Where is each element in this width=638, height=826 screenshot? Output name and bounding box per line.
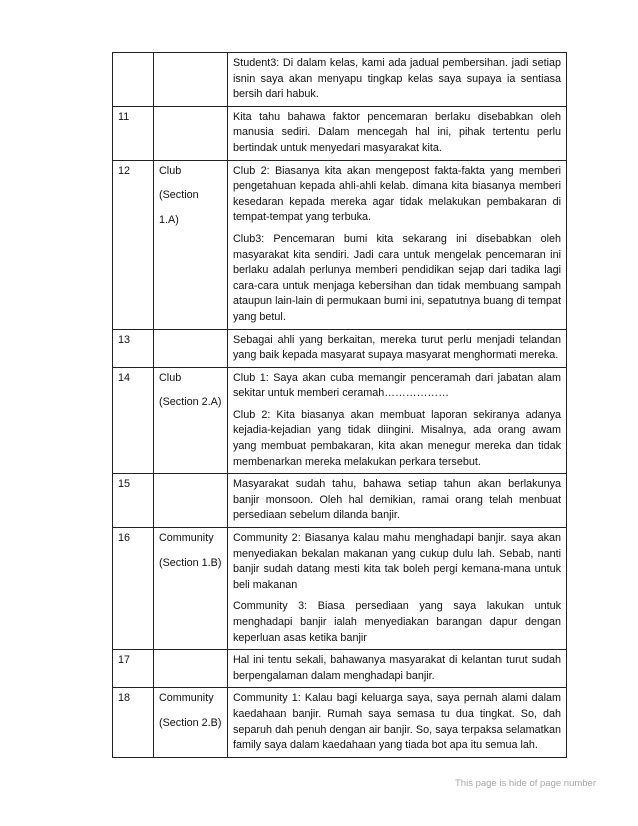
row-number-cell: 16 xyxy=(113,528,154,650)
table-row xyxy=(113,160,567,329)
section-cell xyxy=(154,688,228,757)
transcript-text-cell xyxy=(228,160,567,329)
table-row xyxy=(113,474,567,528)
section-cell xyxy=(154,474,228,528)
section-label-line: (Section 1.B) xyxy=(159,556,222,569)
table-row xyxy=(113,367,567,474)
section-cell xyxy=(154,329,228,367)
transcript-text-cell xyxy=(228,106,567,160)
transcript-paragraph: Hal ini tentu sekali, bahawanya masyarakat di kelantan turut sudah berpengalaman dalam menghadapi banjir. xyxy=(233,654,561,682)
row-number-cell: 11 xyxy=(113,106,154,160)
transcript-text-cell xyxy=(228,329,567,367)
section-label-line: Community xyxy=(159,692,214,705)
transcript-paragraph: Club3: Pencemaran bumi kita sekarang ini disebabkan oleh masyarakat kita sendiri. Jadi cara untuk mengelak pencemaran ini berlaku adalah perlunya memberi pendidikan sejap dari tadika lagi cara-cara untuk menjaga kebersihan dan tidak membuang sampah ataupun lain-lain di permukaan bumi ini, sepatutnya buang di tempat yang betul. xyxy=(233,232,561,323)
section-label-line: Club xyxy=(159,164,182,177)
row-number-cell: 17 xyxy=(113,650,154,688)
table-row xyxy=(113,106,567,160)
section-cell xyxy=(154,53,228,107)
row-number-cell xyxy=(113,53,154,107)
transcript-table-body xyxy=(113,53,567,758)
transcript-paragraph: Community 1: Kalau bagi keluarga saya, saya pernah alami dalam kaedahaan banjir. Rumah saya semasa tu dua tingkat. So, dah separuh dah penuh dengan air banjir. So, saya terpaksa selamatkan family saya dalam kaedahaan yang tiada bot apa itu semua lah. xyxy=(233,692,561,752)
table-row xyxy=(113,528,567,650)
transcript-table xyxy=(112,52,567,758)
transcript-paragraph: Club 2: Biasanya kita akan mengepost fakta-fakta yang memberi pengetahuan kepada ahli-ahli kelab. dimana kita biasanya memberi kesedaran kepada mereka agar tidak melakukan pembakaran di tempat-tempat yang terbuka. xyxy=(233,164,561,224)
transcript-paragraph: Club 1: Saya akan cuba memangir penceramah dari jabatan alam sekitar untuk memberi ceramah……………… xyxy=(233,371,561,400)
transcript-paragraph: Club 2: Kita biasanya akan membuat laporan sekiranya adanya kejadia-kejadian yang tidak diingini. Misalnya, ada orang awam yang membuat pembakaran, kita akan menegur mereka dan tidak membenarkan mereka melakukan perkara tersebut. xyxy=(233,408,561,468)
transcript-paragraph: Sebagai ahli yang berkaitan, mereka turut perlu menjadi telandan yang baik kepada masyarat supaya masyarat menghormati mereka. xyxy=(233,333,561,362)
transcript-paragraph: Student3: Di dalam kelas, kami ada jadual pembersihan. jadi setiap isnin saya akan menyapu tingkap kelas saya supaya ia sentiasa bersih dari habuk. xyxy=(233,57,561,101)
row-number-cell: 14 xyxy=(113,367,154,474)
section-label-line: Club xyxy=(159,371,182,384)
table-row xyxy=(113,329,567,367)
section-cell xyxy=(154,367,228,474)
section-label-line: (Section 2.B) xyxy=(159,716,222,729)
transcript-text-cell xyxy=(228,528,567,650)
transcript-paragraph: Community 2: Biasanya kalau mahu menghadapi banjir. saya akan menyediakan bekalan makanan yang cukup dulu lah. Sebab, nanti banjir sudah datang mesti kita tak boleh pergi kemana-mana untuk beli makanan xyxy=(233,532,561,591)
row-number-cell: 18 xyxy=(113,688,154,757)
table-row xyxy=(113,688,567,757)
section-label-line: Community xyxy=(159,532,214,545)
section-cell xyxy=(154,650,228,688)
row-number-cell: 13 xyxy=(113,329,154,367)
section-cell xyxy=(154,528,228,650)
transcript-text-cell xyxy=(228,688,567,757)
section-label-line: (Section xyxy=(159,189,199,202)
transcript-text-cell xyxy=(228,650,567,688)
transcript-paragraph: Masyarakat sudah tahu, bahawa setiap tahun akan berlakunya banjir monsoon. Oleh hal demikian, ramai orang telah menbuat persediaan sebelum dilanda banjir. xyxy=(233,478,561,522)
transcript-paragraph: Kita tahu bahawa faktor pencemaran berlaku disebabkan oleh manusia sediri. Dalam mencegah hal ini, pihak tertentu perlu bertindak untuk menyedari masyarakat kita. xyxy=(233,110,561,154)
row-number-cell: 15 xyxy=(113,474,154,528)
section-cell xyxy=(154,160,228,329)
section-label-line: (Section 2.A) xyxy=(159,396,222,409)
page-footer-note: This page is hide of page number xyxy=(455,778,597,789)
transcript-text-cell xyxy=(228,367,567,474)
transcript-paragraph: Community 3: Biasa persediaan yang saya lakukan untuk menghadapi banjir ialah menyediakan barangan dapur dengan keperluan asas ketika banjir xyxy=(233,600,561,644)
section-label-line: 1.A) xyxy=(159,213,179,226)
transcript-text-cell xyxy=(228,53,567,107)
row-number-cell: 12 xyxy=(113,160,154,329)
section-cell xyxy=(154,106,228,160)
table-row xyxy=(113,53,567,107)
transcript-text-cell xyxy=(228,474,567,528)
table-row xyxy=(113,650,567,688)
